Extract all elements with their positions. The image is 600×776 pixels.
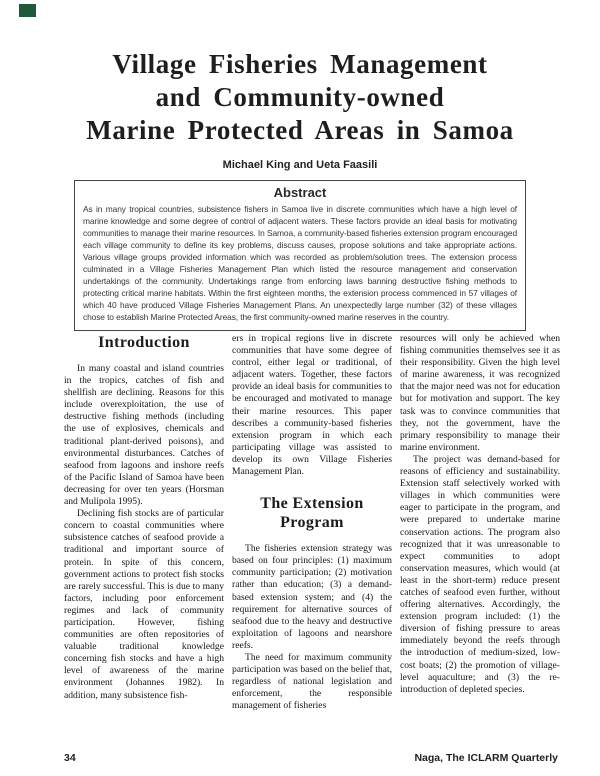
page-number: 34	[64, 752, 76, 764]
title-line-2: and Community-owned	[155, 82, 445, 112]
title-line-3: Marine Protected Areas in Samoa	[86, 115, 514, 145]
column-2	[232, 333, 392, 712]
column-1	[64, 333, 224, 712]
paragraph-extension-2: The need for maximum community participation was based on the belief that, regardless of national legislation and enforcement, the responsible management of fisheries	[232, 651, 392, 712]
byline: Michael King and Ueta Faasili	[222, 159, 378, 171]
corner-mark	[19, 4, 36, 17]
column-3	[400, 333, 560, 712]
paragraph-intro-1: In many coastal and island countries in the tropics, catches of fish and shellfish are declining. Reasons for this include overexploitation, the use of destructive fishing methods (including the use of explosives, chemicals and traditional plant-derived poisons), and environmental disturbances. Catches of seafood from lagoons and inshore reefs of the Pacific Island of Samoa have been decreasing for over ten years (Horsman and Mulipola 1995).	[64, 363, 224, 508]
abstract-body: As in many tropical countries, subsistence fishers in Samoa live in discrete communities which have a high level of marine knowledge and some degree of control of adjacent waters. These factors provide an ideal basis for motivating communities to manage their marine resources. In Samoa, a community-based fisheries extension program encouraged each village community to define its key problems, discuss causes, propose solutions and take appropriate actions. Various village groups provided information which was recorded as problem/solution trees. The extension process culminated in a Village Fisheries Management Plan which listed the resource management and conservation undertakings of the community. Undertakings range from enforcing laws banning destructive fishing methods to protecting critical marine habitats. Within the first eighteen months, the extension process commenced in 57 villages of which 40 have produced Village Fisheries Management Plans. An unexpectedly large number (32) of these villages chose to establish Marine Protected Areas, the first community-owned marine reserves in the country.	[83, 204, 517, 322]
abstract-box	[74, 180, 526, 331]
paragraph-intro-2: Declining fish stocks are of particular concern to coastal communities where subsistence catches of seafood provide a traditional and important source of protein. In spite of this concern, government actions to protect fish stocks are rarely successful. This is due to many factors, including poor enforcement regimes and lack of community participation. However, fishing communities are often repositories of valuable traditional knowledge concerning fish stocks and have a high level of awareness of the marine environment (Johannes 1982). In addition, many subsistence fish-	[64, 508, 224, 701]
paragraph-extension-3: The project was demand-based for reasons of efficiency and sustainability. Extension staff selectively worked with villages in which communities were eager to participate in the program, and were prepared to undertake marine conservation actions. The program also recognized that it was unreasonable to expect communities to adopt conservation measures, which would (at least in the short-term) reduce present catches of seafood even further, without offering alternatives. Accordingly, the extension program included: (1) the diversion of fishing pressure to areas immediately beyond the reefs through the introduction of medium-sized, low-cost boats; (2) the promotion of village-level aquaculture; and (3) the re-introduction of depleted species.	[400, 453, 560, 695]
section-heading-introduction: Introduction	[98, 334, 190, 351]
page-title	[0, 0, 600, 147]
page-footer	[64, 752, 558, 764]
section-heading-extension-program: The Extension Program	[260, 495, 364, 532]
paragraph-intro-2-continued: ers in tropical regions live in discrete communities that have some degree of control, either legal or traditional, of adjacent waters. Together, these factors provide an ideal basis for communities to be encouraged and motivated to manage their marine resources. This paper describes a community-based fisheries extension program in which each participating village was assisted to develop its own Village Fisheries Management Plan.	[232, 333, 392, 478]
paragraph-extension-2-continued: resources will only be achieved when fishing communities themselves see it as their responsibility. Given the high level of marine awareness, it was recognized that the major need was not for education but for motivation and support. The key task was to convince communities that they, not the government, have the primary responsibility to manage their marine environment.	[400, 333, 560, 453]
title-line-1: Village Fisheries Management	[112, 49, 488, 79]
abstract-heading: Abstract	[273, 185, 327, 200]
journal-name: Naga, The ICLARM Quarterly	[414, 752, 558, 764]
paragraph-extension-1: The fisheries extension strategy was based on four principles: (1) maximum community participation; (2) motivation rather than education; (3) a demand-based extension system; and (4) the requirement for alternative sources of seafood due to the heavy and destructive exploitation of lagoons and nearshore reefs.	[232, 543, 392, 651]
article-columns	[64, 333, 560, 712]
